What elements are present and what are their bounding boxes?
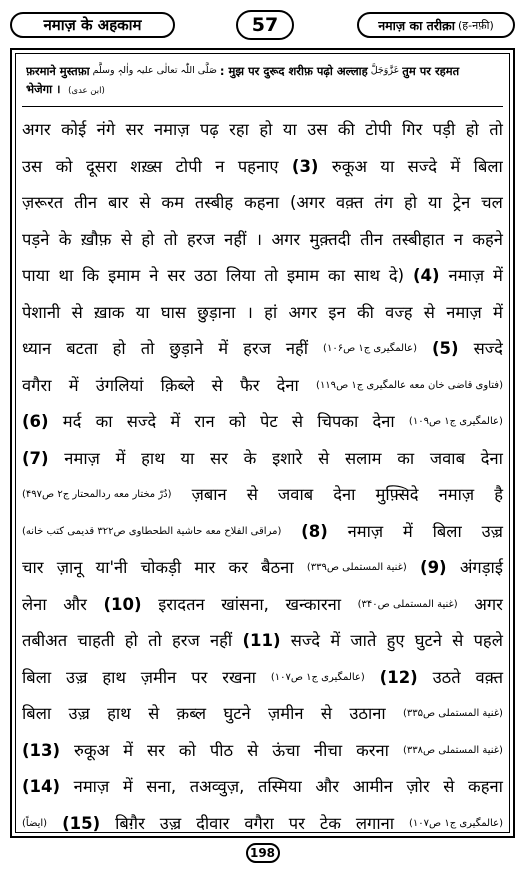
body-word: नीचा (313, 740, 343, 760)
body-word: तस्मिया (257, 777, 302, 796)
body-word: पहनाए (237, 156, 279, 176)
chapter-title-right (357, 12, 515, 38)
body-word: साथ (353, 266, 380, 285)
body-word: रखना (222, 667, 256, 687)
page-header (10, 8, 515, 42)
body-word: उठते (432, 667, 461, 687)
body-line (22, 149, 503, 186)
body-word: कि (82, 266, 100, 285)
body-word: में (493, 266, 503, 285)
body-word: की (356, 302, 374, 322)
body-word: है (494, 485, 503, 504)
body-word: नमाज़ (153, 120, 190, 139)
body-word: ज़ानू (56, 558, 83, 577)
citation-ref: (غنیة المستملی ص۳۴۰) (357, 598, 458, 610)
quote-divider (22, 106, 503, 107)
body-word: में (493, 302, 503, 322)
body-line (22, 368, 503, 405)
body-word: नहीं (210, 631, 233, 650)
body-word: रहा (229, 120, 249, 139)
item-number: (5) (432, 339, 459, 358)
body-word: इन (328, 302, 346, 322)
body-word: घुटने (414, 631, 442, 650)
citation-ref: (مراقی الفلاح معه حاشیة الطحطاوی ص۳۲۲ قدیمی کتب خانه) (22, 525, 282, 537)
quote-text-b: तुम पर रहमत (402, 64, 460, 78)
body-word: इमाम (286, 266, 320, 285)
body-word: मार (194, 558, 216, 577)
body-word: हरज (186, 229, 215, 249)
body-word: टोपी (365, 120, 392, 139)
body-word: के (58, 229, 72, 249)
citation-ref: (عالمگیری ج۱ ص۱۰۷) (270, 671, 365, 683)
citation-ref: (غنیة المستملی ص۳۳۹) (306, 562, 407, 573)
body-word: पर (191, 667, 208, 687)
body-word: लेना (22, 594, 47, 614)
body-word: शख़्स (130, 156, 163, 176)
body-word: इरादतन (158, 594, 205, 614)
body-word: । (255, 229, 263, 249)
body-word: या (380, 156, 395, 176)
body-word: से (120, 229, 132, 249)
body-word: हो (259, 120, 273, 139)
body-word: पेट (259, 412, 278, 431)
quote-line2-ref: (ابن عدی) (68, 86, 105, 96)
body-word: ऊंचा (272, 740, 300, 760)
body-word: अंगड़ाई (459, 558, 503, 577)
body-word: में (170, 412, 181, 431)
body-word: पड़ी (432, 120, 456, 139)
body-word: से (247, 740, 259, 760)
body-word: जाते (350, 631, 377, 650)
body-word: को (228, 412, 246, 431)
item-number: (6) (22, 412, 49, 431)
body-line (22, 404, 503, 441)
body-word: अगर (271, 229, 301, 249)
body-word: चोकड़ी (140, 558, 182, 577)
body-word: सलाम (345, 448, 382, 468)
body-word: तीन (74, 193, 97, 212)
body-word: ने (149, 266, 159, 285)
body-word: हरज (243, 339, 271, 358)
body-word: या'नी (95, 558, 128, 577)
body-word: था (58, 266, 74, 285)
body-word: हो (112, 339, 126, 358)
body-word: फैर (239, 375, 260, 395)
body-word: से (71, 302, 83, 322)
body-line (22, 112, 503, 149)
item-number: (14) (22, 777, 61, 796)
body-word: अगर (22, 120, 51, 139)
body-word: हो (403, 193, 418, 212)
body-word: में (115, 448, 126, 468)
body-word: में (450, 156, 461, 176)
quote-text-a: : मुझ पर दुरूद शरीफ़ पढ़ो (219, 64, 333, 78)
body-line (22, 295, 503, 332)
body-line (22, 623, 503, 660)
body-word: आमीन (352, 777, 393, 796)
body-word: हो (124, 631, 138, 650)
body-word: न (453, 229, 463, 249)
body-word: लिया (226, 266, 256, 285)
body-word: हो (141, 229, 155, 249)
body-word: । (246, 302, 253, 322)
body-word: तबीअत (22, 631, 68, 650)
citation-ref: (عالمگیری ج۱ ص۱۰۹) (408, 416, 503, 427)
quote-line-2 (26, 80, 499, 100)
body-word: उज़्र (68, 704, 90, 723)
citation-ref: (غنیة المستملی ص۳۳۵) (402, 708, 503, 719)
body-word: हाथ (141, 448, 165, 468)
body-word: बार (107, 193, 129, 212)
body-word: पड़ने (22, 229, 50, 249)
body-word: सज्दे (407, 156, 438, 176)
body-word: छुड़ाना (197, 302, 236, 322)
body-word: उठाना (349, 704, 386, 723)
body-word: के (243, 448, 257, 468)
quote-allah: अल्लाह (336, 64, 368, 78)
body-word: टोपी (175, 156, 202, 176)
body-word: घुटने (223, 704, 251, 723)
body-word: सज्दे (473, 339, 503, 358)
body-line (22, 769, 503, 806)
body-word: उज़्र (481, 521, 503, 541)
body-word: जवाब (429, 448, 465, 468)
body-word: का (397, 448, 415, 468)
body-line (22, 477, 503, 514)
body-word: वक़्त (475, 667, 503, 687)
body-word: नमाज़ (64, 448, 100, 468)
citation-ref: (غنیة المستملی ص۳۳۸) (402, 744, 503, 756)
body-word: की (337, 120, 355, 139)
body-word: तो (163, 229, 178, 249)
body-word: चिपका (317, 412, 359, 431)
body-word: में (218, 339, 229, 358)
body-word: नमाज़ (448, 266, 485, 285)
body-line (22, 696, 503, 733)
body-word: बिला (22, 667, 52, 687)
body-word: से (291, 412, 304, 431)
body-word: या (180, 448, 195, 468)
body-word: मुफ़्सिदे (375, 485, 419, 504)
body-word: खन्कारना (285, 594, 342, 614)
body-line (22, 660, 503, 697)
body-word: से (318, 448, 330, 468)
body-word: बिला (22, 704, 52, 723)
body-word: को (55, 156, 73, 176)
body-word: बिला (473, 156, 503, 176)
body-line (22, 733, 503, 770)
body-word: हरज (172, 631, 200, 650)
content-frame (10, 48, 515, 838)
item-number: (8) (301, 521, 328, 541)
body-word: कम (161, 193, 184, 212)
body-word: उस (22, 156, 43, 176)
body-word: हां (264, 302, 278, 322)
content-frame-inner (15, 53, 510, 833)
body-word: जवाब (278, 485, 314, 504)
body-word: को (178, 740, 196, 760)
body-word: ज़मीन (267, 704, 304, 723)
body-word: में (68, 375, 79, 395)
body-word: देना (480, 448, 503, 468)
body-word: कहना (468, 777, 503, 796)
body-word: कोई (61, 120, 87, 139)
body-word: रान (194, 412, 215, 431)
body-word: में (402, 521, 413, 541)
body-word: या (135, 302, 150, 322)
body-word: पीठ (209, 740, 234, 760)
body-word: में (330, 631, 341, 650)
body-word: कहना (244, 193, 279, 212)
citation-ref: (ایضاً) (22, 817, 48, 829)
body-word: से (443, 777, 455, 796)
body-word: से (211, 375, 223, 395)
body-word: रुकूअ (331, 156, 368, 176)
body-word: ध्यान (22, 339, 52, 358)
body-line (22, 185, 503, 222)
body-word: ज़रूरत (22, 193, 64, 212)
body-word: रुकूअ (74, 740, 110, 760)
body-word: इशारे (272, 448, 303, 468)
body-word: से (320, 704, 332, 723)
body-word: तो (148, 631, 162, 650)
body-word: वगैरा (244, 813, 274, 833)
body-word: (अगर (289, 193, 326, 212)
body-word: चाहती (77, 631, 115, 650)
quote-line2-text: भेजेगा । (26, 82, 61, 96)
body-word: उस (307, 120, 328, 139)
body-word: तस्बीह (194, 193, 234, 212)
body-word: अगर (288, 302, 318, 322)
body-word: से (148, 704, 160, 723)
body-word: या (427, 193, 442, 212)
body-word: दीवार (196, 813, 230, 833)
body-word: तो (140, 339, 155, 358)
body-word: वज्ह (385, 302, 413, 322)
body-word: नमाज़ (347, 521, 384, 541)
body-word: सर (167, 266, 186, 285)
body-word: पेशानी (22, 302, 61, 322)
body-word: ज़बान (191, 485, 227, 504)
body-word: ट्रेन (452, 193, 471, 212)
body-word: मर्द (62, 412, 82, 431)
body-word: तीन (360, 229, 383, 249)
body-word: तअव्वुज़, (189, 777, 245, 796)
body-word: चल (481, 193, 503, 212)
citation-ref: (دُرّ مختار معه ردالمحتار ج۲ ص۴۹۷) (22, 489, 172, 500)
body-word: में (123, 740, 134, 760)
body-word: पाया (22, 266, 50, 285)
body-word: नमाज़ (446, 302, 482, 322)
body-word: उंगलियां (95, 375, 144, 395)
body-word: हो (465, 120, 479, 139)
quote-glory: عَزَّوَجَلَّ (370, 65, 400, 76)
body-word: अगर (474, 594, 503, 614)
quote-honorific: صَلَّی اللّٰہ تعالٰی علیہ واٰلہٖ وسلَّم (92, 65, 217, 76)
citation-ref: (عالمگیری ج۱ ص۱۰۶) (323, 343, 417, 354)
body-word: सज्दे (126, 412, 157, 431)
body-word: और (315, 777, 339, 796)
body-word: सना, (146, 777, 177, 796)
body-word: देना (276, 375, 299, 395)
body-word: हुए (386, 631, 405, 650)
body-word: टेक (319, 813, 341, 833)
body-word: ज़ोर (406, 777, 430, 796)
body-word: पहले (473, 631, 503, 650)
body-word: तो (489, 120, 503, 139)
body-word: नंगे (96, 120, 116, 139)
right-title-text: नमाज़ का तरीक़ा (378, 17, 455, 33)
body-word: का (328, 266, 345, 285)
body-word: में (122, 777, 133, 796)
body-word: हाथ (107, 704, 131, 723)
item-number: (12) (379, 667, 418, 687)
item-number: (4) (413, 266, 440, 285)
body-word: ख़ाक (93, 302, 125, 322)
item-number: (9) (420, 558, 447, 577)
item-number: (10) (103, 594, 142, 614)
body-word: बटता (66, 339, 98, 358)
body-word: सर (147, 740, 165, 760)
body-word: घास (160, 302, 186, 322)
body-word: सर (210, 448, 228, 468)
item-number: (13) (22, 740, 61, 760)
item-number: (7) (22, 448, 49, 468)
body-word: लगाना (355, 813, 395, 833)
body-word: वगैरा (22, 375, 52, 395)
body-word: सर (125, 120, 144, 139)
quote-line-1 (26, 62, 499, 80)
body-word: नहीं (224, 229, 247, 249)
body-line (22, 441, 503, 478)
body-line (22, 587, 503, 624)
body-word: से (452, 631, 464, 650)
citation-ref: (فتاوی قاضی خان معه عالمگیری ج۱ ص۱۱۹) (316, 379, 503, 391)
body-word: बैठना (261, 558, 294, 577)
body-word: नमाज़ (73, 777, 110, 796)
body-word: ज़मीन (140, 667, 177, 687)
body-word: उज़्र (159, 813, 182, 833)
body-word: उज़्र (66, 667, 88, 687)
body-word: कहने (472, 229, 503, 249)
body-word: का (95, 412, 113, 431)
body-line (22, 222, 503, 259)
body-word: देना (372, 412, 395, 431)
body-word: करना (356, 740, 389, 760)
body-word: बिला (432, 521, 462, 541)
body-word: इमाम (108, 266, 141, 285)
body-line (22, 550, 503, 587)
body-word: गिर (402, 120, 423, 139)
body-word: नहीं (285, 339, 309, 358)
body-word: पर (288, 813, 305, 833)
body-word: खांसना, (221, 594, 269, 614)
item-number: (3) (291, 156, 319, 176)
body-line (22, 331, 503, 368)
body-word: देना (333, 485, 356, 504)
citation-ref: (عالمگیری ج۱ ص۱۰۷) (409, 817, 503, 829)
body-word: चार (22, 558, 44, 577)
hadith-quote (26, 62, 499, 102)
body-word: वक़्त (335, 193, 364, 212)
body-word: उठा (194, 266, 218, 285)
body-word: सज्दे (290, 631, 321, 650)
body-word: मुक़्तदी (309, 229, 351, 249)
body-word: बिग़ैर (115, 813, 145, 833)
body-word: नमाज़ (438, 485, 475, 504)
body-word: तस्बीहात (392, 229, 445, 249)
body-word: दे) (388, 266, 405, 285)
body-line (22, 806, 503, 843)
body-text (22, 112, 503, 842)
chapter-page-number: 57 (236, 10, 294, 40)
body-word: से (246, 485, 258, 504)
body-line (22, 514, 503, 551)
right-title-sub: (ह-नफ़ी) (457, 18, 494, 32)
item-number: (11) (242, 631, 281, 650)
quote-label: फ़रमाने मुस्तफ़ा (26, 64, 90, 78)
body-word: क़िब्ले (160, 375, 195, 395)
body-word: दूसरा (85, 156, 117, 176)
body-word: और (63, 594, 87, 614)
body-word: से (423, 302, 435, 322)
body-word: तंग (374, 193, 394, 212)
body-word: हाथ (102, 667, 126, 687)
body-word: छुड़ाने (169, 339, 204, 358)
body-line (22, 258, 503, 295)
body-word: या (282, 120, 297, 139)
body-word: न (215, 156, 225, 176)
body-word: पढ़ (199, 120, 219, 139)
chapter-title-left: नमाज़ के अहकाम (10, 12, 175, 38)
body-word: ख़ौफ़ (80, 229, 112, 249)
folio-number: 198 (246, 843, 280, 863)
body-word: से (139, 193, 151, 212)
body-word: कर (228, 558, 248, 577)
body-word: तो (264, 266, 278, 285)
item-number: (15) (62, 813, 101, 833)
body-word: क़ब्ल (176, 704, 207, 723)
